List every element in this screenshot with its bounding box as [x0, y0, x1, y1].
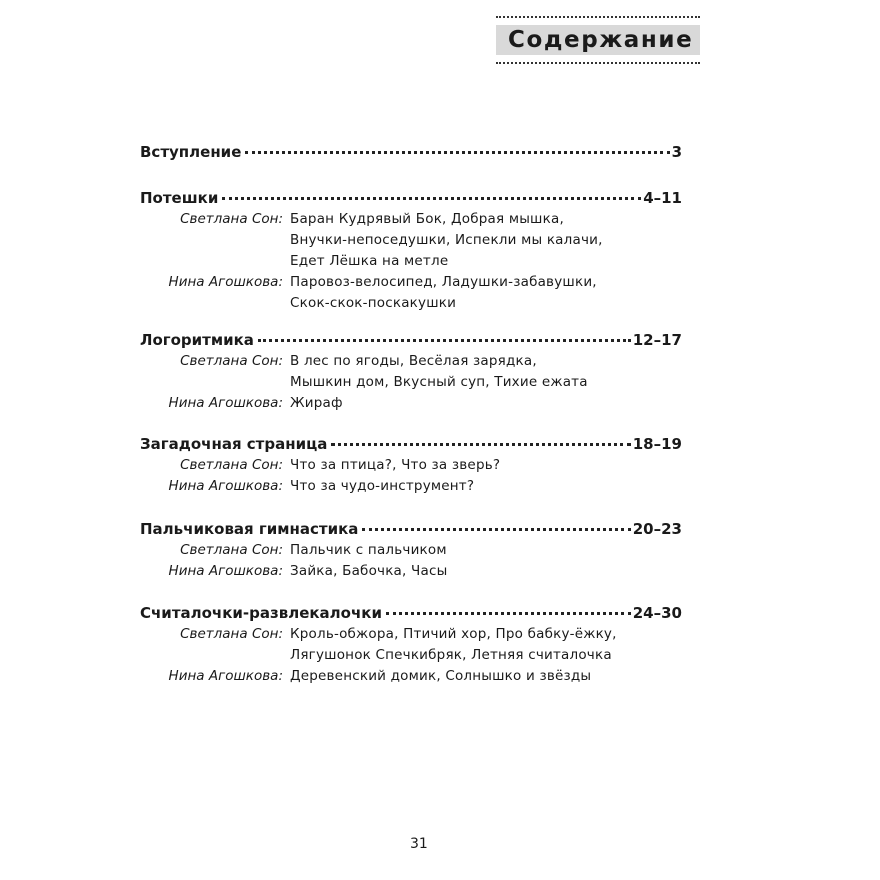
work-line: Едет Лёшка на метле: [290, 253, 449, 269]
dot-leader: [222, 197, 641, 200]
author-name: Светлана Сон:: [180, 211, 283, 227]
work-line: Лягушонок Спечкибряк, Летняя считалочка: [290, 647, 612, 663]
author-entry: [140, 457, 682, 478]
section-heading[interactable]: [140, 143, 682, 165]
work-line: Паровоз-велосипед, Ладушки-забавушки,: [290, 274, 597, 290]
author-entry: [140, 478, 682, 499]
author-name: Нина Агошкова:: [168, 563, 283, 579]
section-pages: 4–11: [643, 189, 682, 207]
section-pages: 12–17: [632, 331, 682, 349]
author-entry: [140, 563, 682, 584]
author-name: Светлана Сон:: [180, 457, 283, 473]
toc-section-schitalochki: [140, 604, 682, 689]
works-list: [290, 542, 682, 563]
toc-section-palchikovaya: [140, 520, 682, 584]
dot-leader: [386, 612, 631, 615]
dot-leader: [258, 339, 631, 342]
section-heading[interactable]: [140, 331, 682, 353]
section-heading[interactable]: [140, 435, 682, 457]
author-entry: [140, 211, 682, 274]
works-list: [290, 626, 682, 668]
dot-leader: [331, 443, 630, 446]
section-pages: 3: [671, 143, 682, 161]
section-title: Пальчиковая гимнастика: [140, 520, 359, 538]
section-title: Считалочки-развлекалочки: [140, 604, 382, 622]
dot-leader: [362, 528, 630, 531]
work-line: Баран Кудрявый Бок, Добрая мышка,: [290, 211, 564, 227]
author-name: Светлана Сон:: [180, 626, 283, 642]
title-box: [496, 16, 700, 64]
works-list: [290, 563, 682, 584]
work-line: Мышкин дом, Вкусный суп, Тихие ежата: [290, 374, 588, 390]
section-title: Загадочная страница: [140, 435, 328, 453]
title-background: [496, 25, 700, 55]
works-list: [290, 478, 682, 499]
work-line: Жираф: [290, 395, 343, 411]
toc-section-zagadochnaya: [140, 435, 682, 499]
toc-section-poteshki: [140, 189, 682, 316]
section-title: Потешки: [140, 189, 219, 207]
section-pages: 24–30: [632, 604, 682, 622]
author-name: Нина Агошкова:: [168, 668, 283, 684]
author-entry: [140, 353, 682, 395]
author-name: Нина Агошкова:: [168, 478, 283, 494]
dot-leader: [245, 151, 669, 154]
author-entry: [140, 395, 682, 416]
section-heading[interactable]: [140, 520, 682, 542]
author-entry: [140, 542, 682, 563]
works-list: [290, 211, 682, 274]
work-line: Пальчик с пальчиком: [290, 542, 447, 558]
section-heading[interactable]: [140, 189, 682, 211]
work-line: Что за птица?, Что за зверь?: [290, 457, 501, 473]
author-entry: [140, 668, 682, 689]
work-line: Внучки-непоседушки, Испекли мы калачи,: [290, 232, 603, 248]
works-list: [290, 353, 682, 395]
section-heading[interactable]: [140, 604, 682, 626]
toc-section-logoritmika: [140, 331, 682, 416]
work-line: Скок-скок-поскакушки: [290, 295, 457, 311]
section-title: Вступление: [140, 143, 242, 161]
works-list: [290, 668, 682, 689]
author-name: Нина Агошкова:: [168, 274, 283, 290]
author-name: Светлана Сон:: [180, 542, 283, 558]
author-name: Нина Агошкова:: [168, 395, 283, 411]
author-entry: [140, 274, 682, 316]
toc-section-intro: [140, 143, 682, 165]
works-list: [290, 395, 682, 416]
page-number: 31: [410, 836, 428, 852]
author-name: Светлана Сон:: [180, 353, 283, 369]
page-title: Содержание: [508, 27, 694, 53]
section-title: Логоритмика: [140, 331, 254, 349]
works-list: [290, 457, 682, 478]
author-entry: [140, 626, 682, 668]
work-line: В лес по ягоды, Весёлая зарядка,: [290, 353, 537, 369]
work-line: Кроль-обжора, Птичий хор, Про бабку-ёжку,: [290, 626, 617, 642]
section-pages: 20–23: [632, 520, 682, 538]
work-line: Деревенский домик, Солнышко и звёзды: [290, 668, 592, 684]
work-line: Что за чудо-инструмент?: [290, 478, 475, 494]
work-line: Зайка, Бабочка, Часы: [290, 563, 448, 579]
section-pages: 18–19: [632, 435, 682, 453]
works-list: [290, 274, 682, 316]
